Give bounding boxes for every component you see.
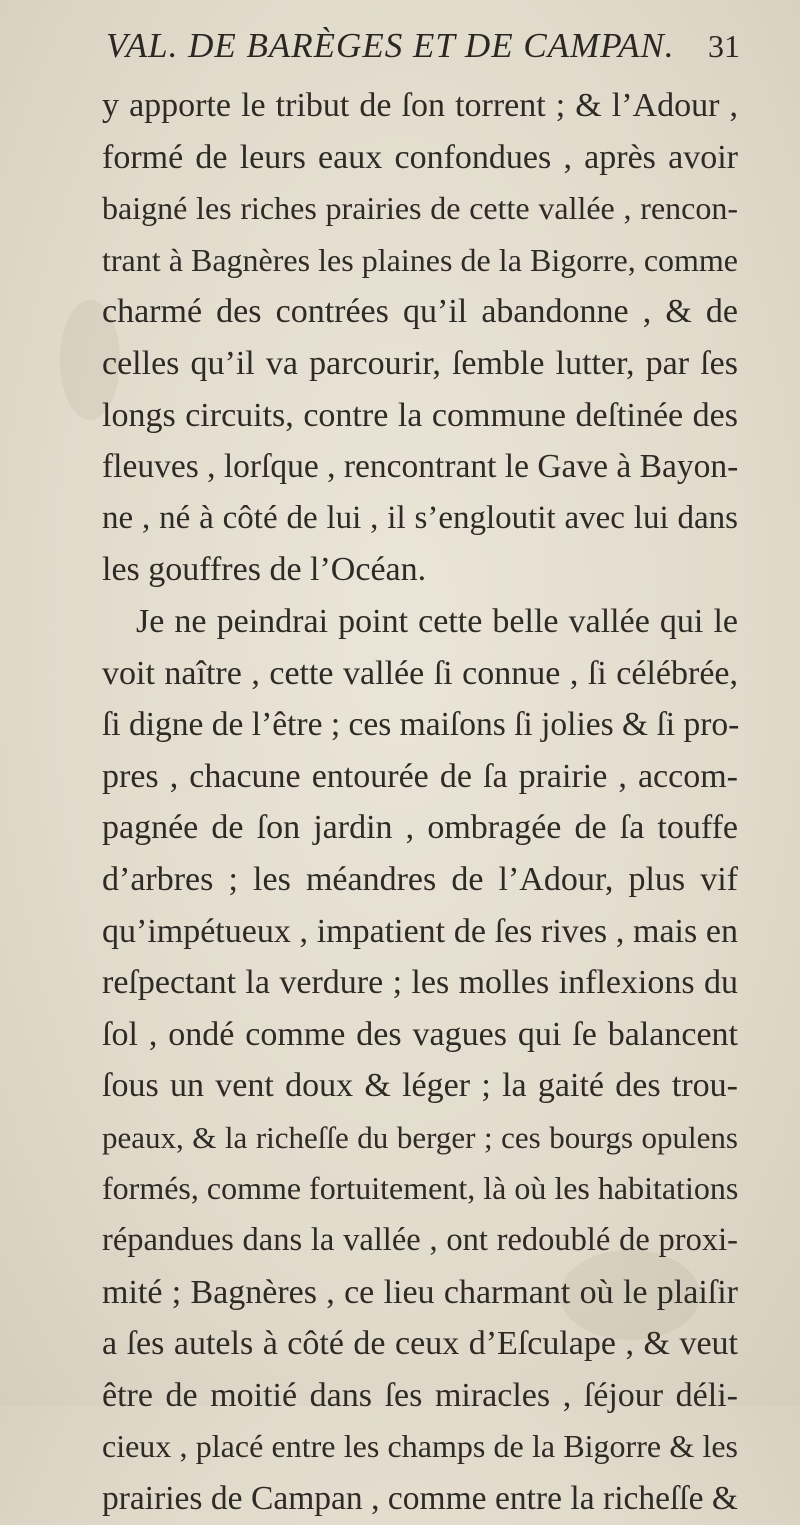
text-line: trant à Bagnères les plaines de la Bigorre, comme [102, 241, 738, 278]
running-title: VAL. DE BARÈGES ET DE CAMPAN. [106, 26, 675, 65]
text-line: pagnée de ſon jardin , ombragée de ſa touffe [102, 809, 738, 847]
text-line: cieux , placé entre les champs de la Bigorre & les [102, 1428, 738, 1465]
text-line: Je ne peindrai point cette belle vallée qui le [136, 602, 738, 640]
text-line: prairies de Campan , comme entre la richeſſe & [102, 1480, 738, 1518]
text-line: ſi digne de l’être ; ces maiſons ſi jolies & ſi pro- [102, 706, 740, 744]
text-line: ſol , ondé comme des vagues qui ſe balancent [102, 1015, 738, 1053]
body-text [102, 80, 738, 1525]
text-line: pres , chacune entourée de ſa prairie , accom- [102, 757, 738, 795]
paragraph-1 [102, 80, 738, 596]
text-line: longs circuits, contre la commune deſtinée des [102, 396, 738, 434]
text-line: y apporte le tribut de ſon torrent ; & l’Adour , [102, 87, 738, 124]
text-line: reſpectant la verdure ; les molles inflexions du [102, 964, 738, 1002]
paragraph-2 [102, 596, 738, 1525]
text-line: ne , né à côté de lui , il s’engloutit avec lui dans [102, 499, 738, 536]
text-line: qu’impétueux , impatient de ſes rives , mais en [102, 912, 738, 950]
text-line: être de moitié dans ſes miracles , ſéjour déli- [102, 1376, 738, 1414]
text-line: a ſes autels à côté de ceux d’Eſculape , & veut [102, 1325, 738, 1363]
page-number: 31 [708, 28, 740, 64]
text-line: formés, comme fortuitement, là où les habitations [102, 1170, 739, 1207]
text-line: peaux, & la richeſſe du berger ; ces bourgs opulens [102, 1119, 738, 1155]
text-line: voit naître , cette vallée ſi connue , ſi célébrée, [102, 654, 738, 692]
text-line: formé de leurs eaux confondues , après avoir [102, 138, 738, 176]
text-line: mité ; Bagnères , ce lieu charmant où le plaiſir [102, 1273, 738, 1311]
text-line: baigné les riches prairies de cette vallée , rencon- [102, 190, 738, 227]
running-head [100, 22, 740, 72]
text-line: ſous un vent doux & léger ; la gaité des trou- [102, 1067, 738, 1105]
text-line: fleuves , lorſque , rencontrant le Gave à Bayon- [102, 448, 739, 486]
text-line: répandues dans la vallée , ont redoublé de proxi- [102, 1222, 738, 1259]
text-line: d’arbres ; les méandres de l’Adour, plus vif [102, 860, 738, 898]
text-line: les gouffres de l’Océan. [102, 551, 427, 589]
text-line: celles qu’il va parcourir, ſemble lutter, par ſes [102, 344, 738, 382]
text-line: charmé des contrées qu’il abandonne , & de [102, 293, 738, 331]
